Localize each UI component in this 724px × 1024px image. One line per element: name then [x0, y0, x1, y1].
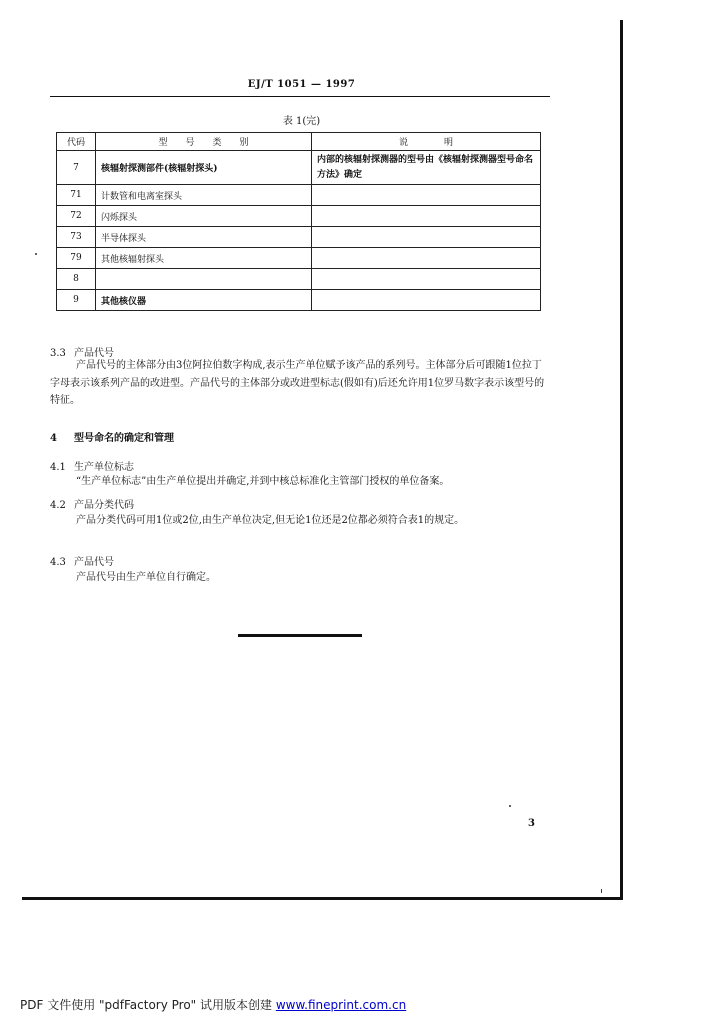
- section-title: 产品代号: [74, 348, 114, 359]
- row-code: 7: [57, 151, 96, 185]
- section-4-2-heading: [50, 496, 134, 511]
- row-type: 其他核辐射探头: [96, 248, 312, 269]
- section-number: 4.2: [50, 500, 66, 511]
- table-row: [57, 151, 541, 185]
- row-code: 9: [57, 290, 96, 311]
- row-note: [312, 248, 541, 269]
- row-type: 核辐射探测部件(核辐射探头): [96, 151, 312, 185]
- pdf-footer: [20, 996, 406, 1013]
- row-code: 72: [57, 206, 96, 227]
- section-title: 型号命名的确定和管理: [74, 433, 174, 444]
- header-rule: [50, 96, 550, 97]
- section-number: 4.3: [50, 557, 66, 568]
- bottom-page-border: [22, 897, 623, 900]
- end-rule: [238, 634, 362, 637]
- product-type-table: [56, 132, 541, 311]
- section-4-2-body: 产品分类代码可用1位或2位,由生产单位决定,但无论1位还是2位都必须符合表1的规定。: [76, 515, 465, 526]
- column-header-type: 型 号 类 别: [96, 133, 312, 151]
- row-note: 内部的核辐射探测器的型号由《核辐射探测器型号命名方法》确定: [312, 151, 541, 185]
- row-note: [312, 269, 541, 290]
- row-note: [312, 227, 541, 248]
- scan-speck: [35, 253, 37, 255]
- right-page-border: [620, 20, 623, 900]
- table-row: [57, 248, 541, 269]
- footer-text: PDF 文件使用 "pdfFactory Pro" 试用版本创建: [20, 998, 273, 1012]
- section-3-3-body: 产品代号的主体部分由3位阿拉伯数字构成,表示生产单位赋予该产品的系列号。主体部分后可跟随1位拉丁字母表示该系列产品的改进型。产品代号的主体部分或改进型标志(假如有)后还允许用1位罗马数字表示该型号的特征。: [50, 360, 545, 407]
- row-code: 71: [57, 185, 96, 206]
- scan-speck: [601, 889, 602, 893]
- section-number: 3.3: [50, 348, 66, 359]
- section-4-3-heading: [50, 553, 114, 568]
- row-type: 半导体探头: [96, 227, 312, 248]
- row-code: 73: [57, 227, 96, 248]
- row-note: [312, 206, 541, 227]
- row-note: [312, 185, 541, 206]
- page-number: 3: [528, 818, 535, 829]
- row-type: [96, 269, 312, 290]
- table-header-row: [57, 133, 541, 151]
- column-header-code: 代码: [57, 133, 96, 151]
- section-4-3-body: 产品代号由生产单位自行确定。: [76, 572, 216, 583]
- section-title: 产品代号: [74, 557, 114, 568]
- section-number: 4: [50, 433, 57, 444]
- row-type: 闪烁探头: [96, 206, 312, 227]
- row-code: 79: [57, 248, 96, 269]
- section-4-heading: [50, 429, 174, 444]
- table-row: [57, 185, 541, 206]
- table-row: [57, 227, 541, 248]
- section-title: 产品分类代码: [74, 500, 134, 511]
- section-4-1-heading: [50, 458, 134, 473]
- table-row: [57, 269, 541, 290]
- section-4-1-body: “生产单位标志”由生产单位提出并确定,并到中核总标准化主管部门授权的单位备案。: [76, 476, 450, 487]
- section-title: 生产单位标志: [74, 462, 134, 473]
- table-row: [57, 206, 541, 227]
- row-note: [312, 290, 541, 311]
- row-type: 计数管和电离室探头: [96, 185, 312, 206]
- table-caption: 表 1(完): [282, 116, 321, 127]
- scan-speck: [509, 805, 511, 807]
- column-header-note: 说 明: [312, 133, 541, 151]
- row-type: 其他核仪器: [96, 290, 312, 311]
- standard-code-header: EJ/T 1051 — 1997: [247, 79, 356, 90]
- row-code: 8: [57, 269, 96, 290]
- footer-link[interactable]: www.fineprint.com.cn: [275, 998, 407, 1012]
- table-row: [57, 290, 541, 311]
- section-number: 4.1: [50, 462, 66, 473]
